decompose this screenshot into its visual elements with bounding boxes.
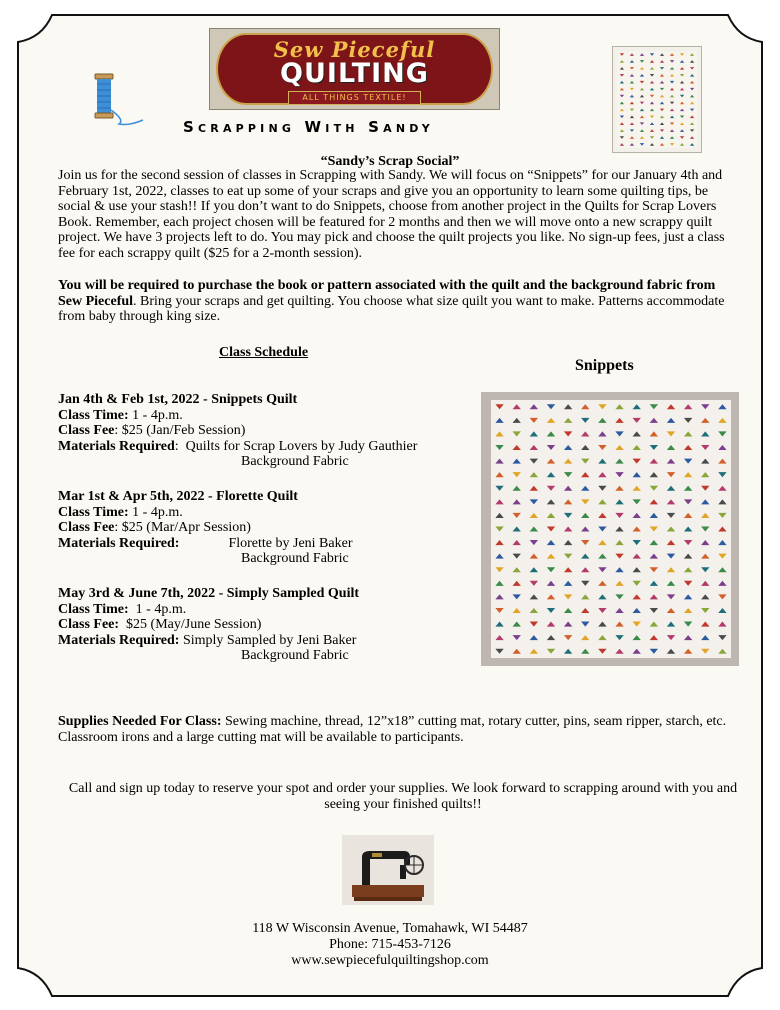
thread-spool-icon xyxy=(85,70,145,130)
background-fabric: Background Fabric xyxy=(241,454,349,470)
supplies-label: Supplies Needed For Class: xyxy=(58,714,222,729)
logo-main-text: QUILTING xyxy=(280,58,429,89)
class-fee: : $25 (Jan/Feb Session) xyxy=(114,423,246,439)
requirement-paragraph xyxy=(58,278,734,325)
store-contact-info xyxy=(0,921,780,969)
class-time: 1 - 4p.m. xyxy=(128,504,183,520)
materials-label: Materials Required: xyxy=(58,535,180,551)
class-time-label: Class Time: xyxy=(58,601,129,617)
sewing-machine-image xyxy=(342,835,434,905)
class-time-label: Class Time: xyxy=(58,407,129,423)
materials-value: Florette by Jeni Baker xyxy=(179,535,353,551)
class-block xyxy=(58,586,478,664)
class-time-label: Class Time: xyxy=(58,504,129,520)
page-heading: Scrapping With Sandy xyxy=(183,118,434,136)
snippets-photo-title: Snippets xyxy=(575,357,634,374)
event-subtitle: “Sandy’s Scrap Social” xyxy=(320,154,460,169)
class-time: 1 - 4p.m. xyxy=(128,407,183,423)
store-logo xyxy=(209,28,500,110)
class-title: Jan 4th & Feb 1st, 2022 - Snippets Quilt xyxy=(58,392,298,407)
requirement-bold-text: You will be required to purchase the book or pattern associated with the quilt and the background fabric from Sew Pieceful xyxy=(58,278,716,309)
class-fee-label: Class Fee: xyxy=(58,617,120,633)
materials-label: Materials Required xyxy=(58,438,175,454)
background-fabric: Background Fabric xyxy=(241,551,349,567)
class-title: May 3rd & June 7th, 2022 - Simply Sampled Quilt xyxy=(58,586,360,601)
supplies-text: Sewing machine, thread, 12”x18” cutting mat, rotary cutter, pins, seam ripper, starch, etc. Classroom irons and a large cutting mat will be available to participants. xyxy=(58,714,727,745)
class-block xyxy=(58,392,478,470)
store-address: 118 W Wisconsin Avenue, Tomahawk, WI 54487 xyxy=(252,921,528,936)
logo-tagline: ALL THINGS TEXTILE! xyxy=(288,91,421,105)
quilt-thumbnail-image xyxy=(612,46,702,153)
background-fabric: Background Fabric xyxy=(241,648,349,664)
snippets-quilt-photo xyxy=(481,392,739,666)
requirement-text: . Bring your scraps and get quilting. You choose what size quilt you want to make. Patterns accommodate from baby through king size. xyxy=(58,293,725,325)
class-fee-label: Class Fee xyxy=(58,520,115,536)
store-phone: Phone: 715-453-7126 xyxy=(329,937,451,952)
class-time: 1 - 4p.m. xyxy=(128,601,187,617)
class-schedule-title: Class Schedule xyxy=(219,345,309,360)
store-website: www.sewpiecefulquiltingshop.com xyxy=(291,953,489,968)
class-block xyxy=(58,489,478,567)
materials-value: Simply Sampled by Jeni Baker xyxy=(179,632,357,648)
logo-script-text: Sew Pieceful xyxy=(273,37,436,62)
intro-paragraph: Join us for the second session of classes in Scrapping with Sandy. We will focus on “Snippets” for our January 4th and February 1st, 2022, classes to eat up some of your scraps and give you an opportunity to learn some quilting tips, be social & use your stash!! If you don’t want to do Snippets, choose from another project in the Quilts for Scrap Lovers Book. Remember, each project chosen will be featured for 2 months and then we will move onto a new scrappy quilt project. We have 3 projects left to do. You may pick and choose the quilt projects you like. No sign-up fees, just a class fee for each scrappy quilt ($25 for a 2-month session). xyxy=(58,168,725,261)
class-fee-label: Class Fee xyxy=(58,423,115,439)
materials-label: Materials Required: xyxy=(58,632,180,648)
supplies-paragraph xyxy=(58,714,748,745)
materials-value: : Quilts for Scrap Lovers by Judy Gauthier xyxy=(174,438,418,454)
class-fee: : $25 (Mar/Apr Session) xyxy=(114,520,251,536)
class-title: Mar 1st & Apr 5th, 2022 - Florette Quilt xyxy=(58,489,298,504)
class-fee: $25 (May/June Session) xyxy=(119,617,262,633)
call-to-action: Call and sign up today to reserve your spot and order your supplies. We look forward to scrapping around with you and seeing your finished quilts!! xyxy=(68,781,738,812)
